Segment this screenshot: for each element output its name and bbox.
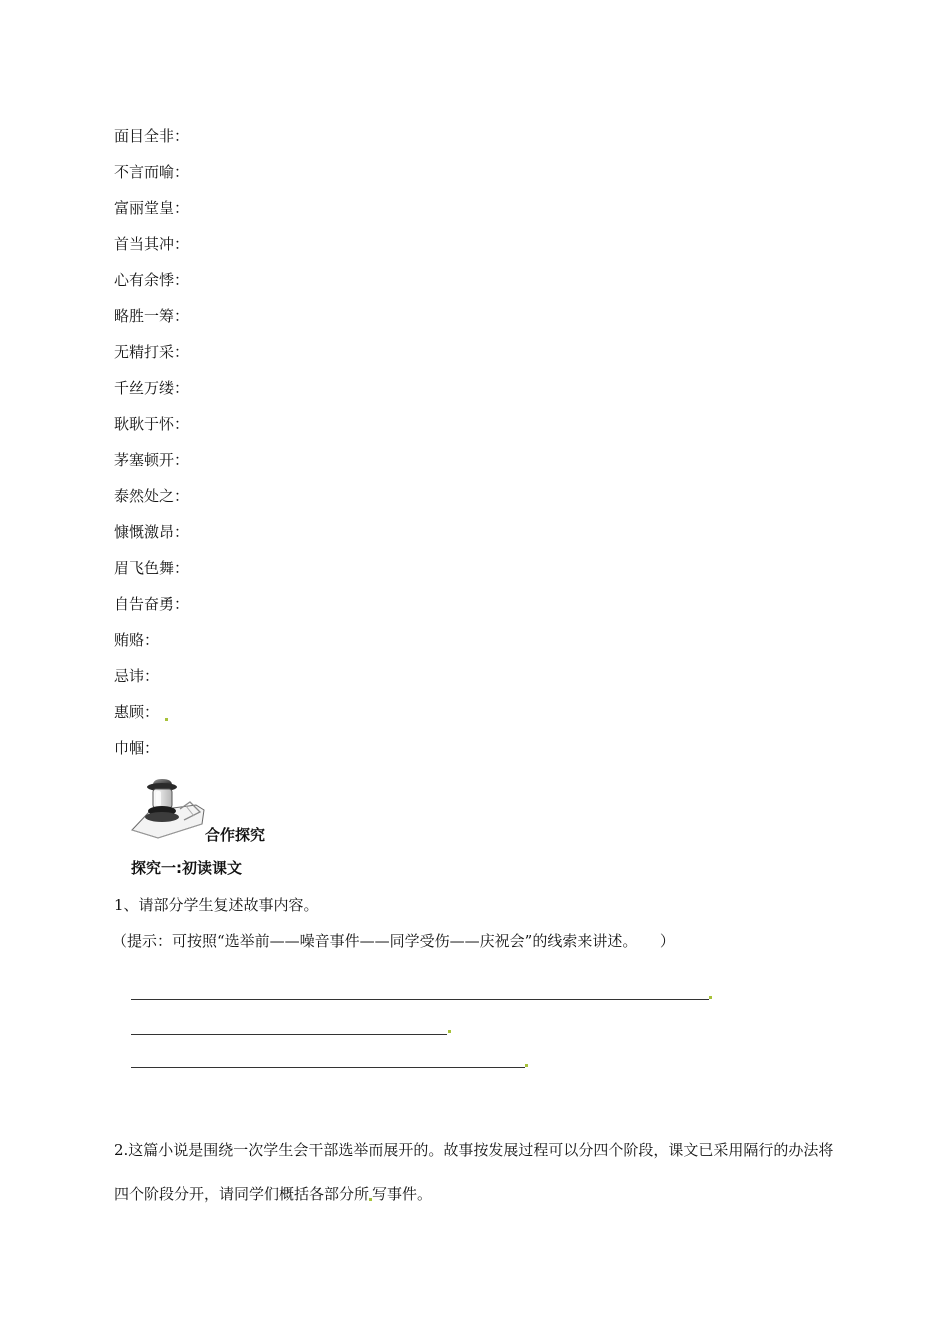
vocab-item: 忌讳： (114, 667, 160, 685)
answer-line (131, 1067, 525, 1068)
edit-mark (709, 996, 712, 999)
vocab-item: 自告奋勇： (114, 595, 190, 613)
edit-mark (525, 1064, 528, 1067)
vocab-item: 眉飞色舞： (114, 559, 190, 577)
edit-mark (448, 1030, 451, 1033)
answer-line (131, 999, 709, 1000)
reading-lamp-icon (128, 776, 206, 842)
section-title: 合作探究 (205, 826, 266, 844)
vocab-item: 富丽堂皇： (114, 199, 190, 217)
subsection-title: 探究一:初读课文 (131, 859, 242, 877)
vocab-item: 泰然处之： (114, 487, 190, 505)
vocab-item: 慷慨激昂： (114, 523, 190, 541)
answer-line (131, 1034, 447, 1035)
vocab-item: 无精打采： (114, 343, 190, 361)
vocab-item: 略胜一筹： (114, 307, 190, 325)
vocab-item: 面目全非： (114, 127, 190, 145)
edit-mark (165, 718, 168, 721)
question-1: 1、请部分学生复述故事内容。 (114, 896, 319, 914)
vocab-item: 心有余悸： (114, 271, 190, 289)
question-2: 2.这篇小说是围绕一次学生会干部选举而展开的。故事按发展过程可以分四个阶段，课文已采用隔行的办法将四个阶段分开，请同学们概括各部分所 写事件。 (114, 1141, 834, 1203)
vocab-item: 千丝万缕： (114, 379, 190, 397)
vocab-item: 贿赂： (114, 631, 160, 649)
question-1-hint: （提示：可按照“选举前——噪音事件——同学受伤——庆祝会”的线索来讲述。 ） (112, 932, 675, 950)
vocab-list (114, 124, 189, 772)
vocab-item: 首当其冲： (114, 235, 190, 253)
vocab-item: 耿耿于怀： (114, 415, 190, 433)
vocab-item: 巾帼： (114, 739, 160, 757)
vocab-item: 茅塞顿开： (114, 451, 190, 469)
vocab-item: 惠顾： (114, 700, 189, 736)
vocab-item: 不言而喻： (114, 163, 190, 181)
